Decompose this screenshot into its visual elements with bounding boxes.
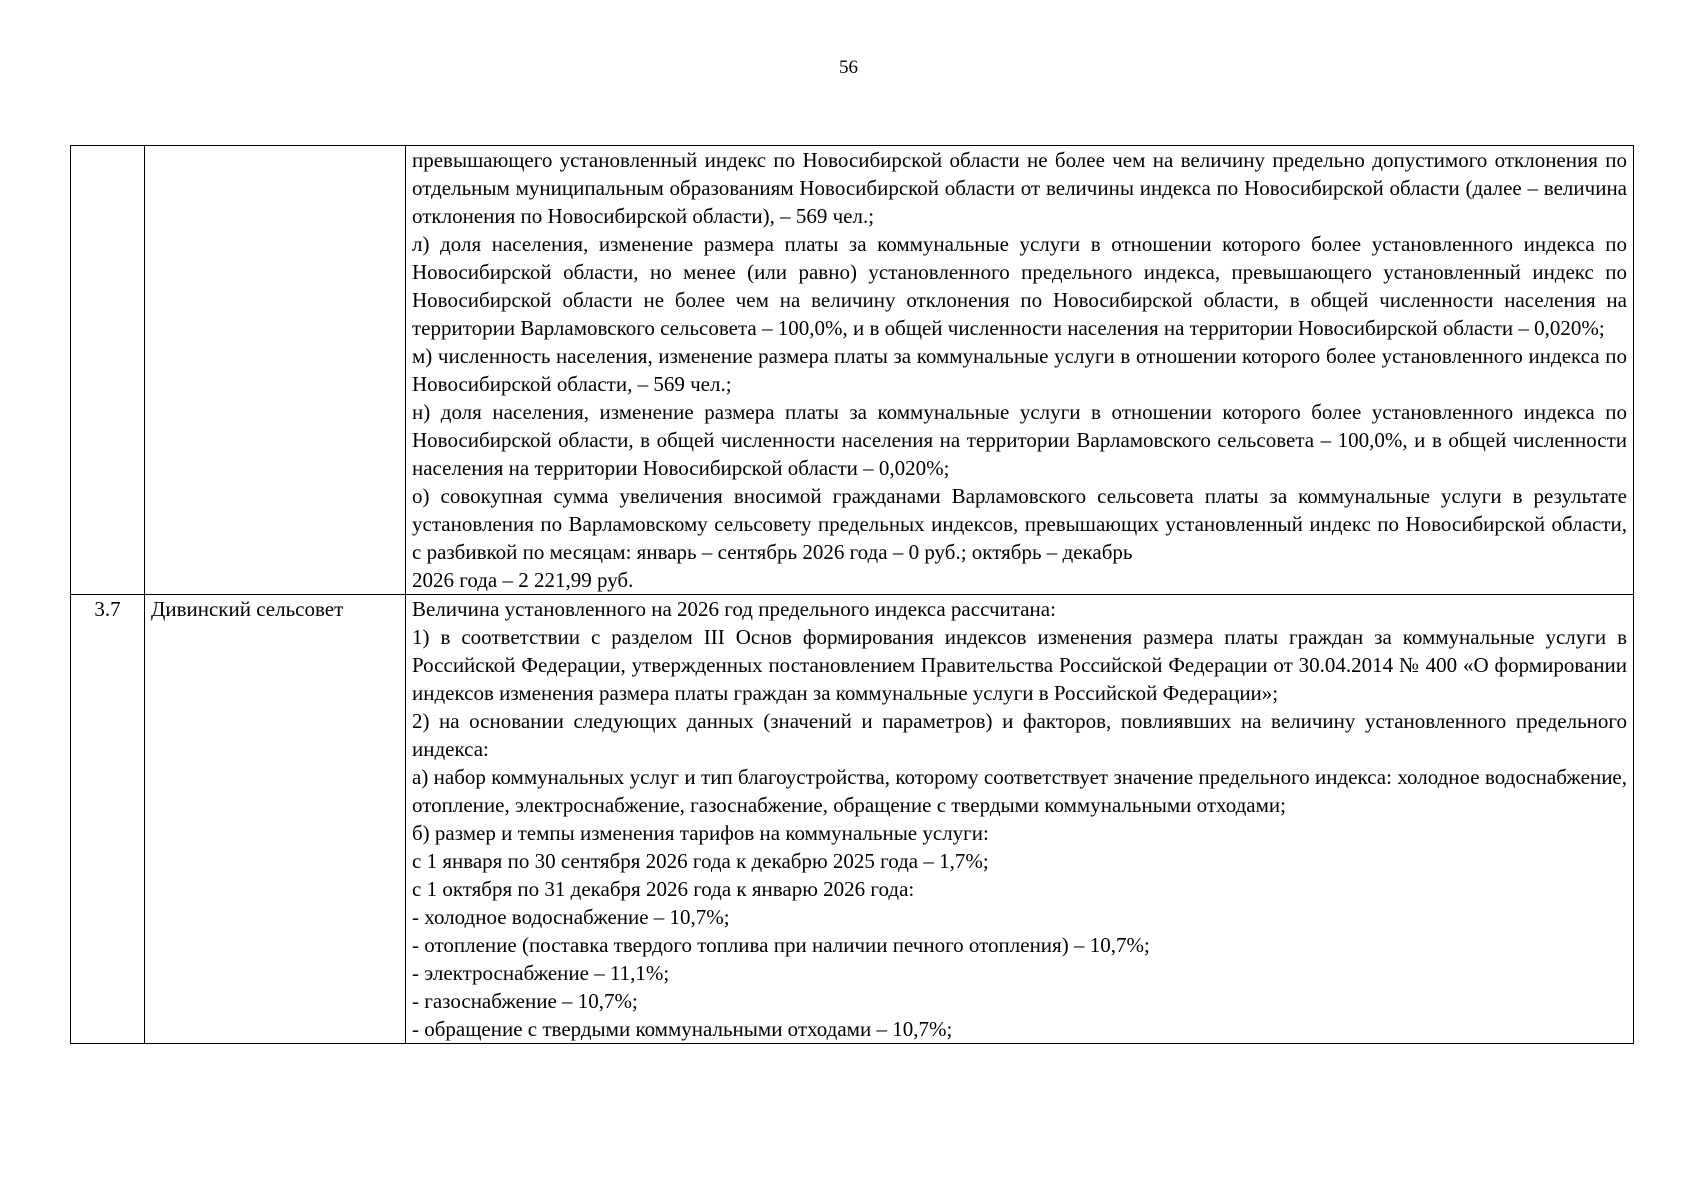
- content-paragraph: а) набор коммунальных услуг и тип благоустройства, которому соответствует значение предельного индекса: холодное водоснабжение, отопление, электроснабжение, газоснабжение, обращение с твердыми коммунальными отходами;: [412, 765, 1627, 817]
- table-row: [71, 595, 1634, 1044]
- content-paragraph: н) доля населения, изменение размера платы за коммунальные услуги в отношении которого более установленного индекса по Новосибирской области, в общей численности населения на территории Варламовского сельсовета – 100,0%, и в общей численности населения на территории Новосибирской области – 0,020%;: [412, 400, 1627, 480]
- row-content-cell: [406, 146, 1634, 595]
- content-paragraph: о) совокупная сумма увеличения вносимой гражданами Варламовского сельсовета платы за коммунальные услуги в результате установления по Варламовскому сельсовету предельных индексов, превышающих установленный индекс по Новосибирской области, с разбивкой по месяцам: январь – сентябрь 2026 года – 0 руб.; октябрь – декабрь: [412, 484, 1627, 564]
- content-paragraph: б) размер и темпы изменения тарифов на коммунальные услуги:: [412, 821, 989, 845]
- content-paragraph: - газоснабжение – 10,7%;: [412, 989, 638, 1013]
- content-paragraph: 1) в соответствии с разделом III Основ формирования индексов изменения размера платы граждан за коммунальные услуги в Российской Федерации, утвержденных постановлением Правительства Российской Федерации от 30.04.2014 № 400 «О формировании индексов изменения размера платы граждан за коммунальные услуги в Российской Федерации»;: [412, 625, 1627, 705]
- content-paragraph: превышающего установленный индекс по Новосибирской области не более чем на величину предельно допустимого отклонения по отдельным муниципальным образованиям Новосибирской области от величины индекса по Новосибирской области (далее – величина отклонения по Новосибирской области), – 569 чел.;: [412, 148, 1627, 228]
- content-paragraph: - отопление (поставка твердого топлива при наличии печного отопления) – 10,7%;: [412, 933, 1150, 957]
- row-number-cell: 3.7: [71, 595, 145, 1044]
- content-paragraph: - холодное водоснабжение – 10,7%;: [412, 905, 730, 929]
- page-number: 56: [839, 57, 858, 78]
- content-paragraph: 2026 года – 2 221,99 руб.: [412, 568, 634, 592]
- content-paragraph: л) доля населения, изменение размера платы за коммунальные услуги в отношении которого более установленного индекса по Новосибирской области, но менее (или равно) установленного предельного индекса, превышающего установленный индекс по Новосибирской области не более чем на величину отклонения по Новосибирской области, в общей численности населения на территории Варламовского сельсовета – 100,0%, и в общей численности населения на территории Новосибирской области – 0,020%;: [412, 232, 1627, 340]
- table-row: [71, 146, 1634, 595]
- municipality-name-cell: Дивинский сельсовет: [145, 595, 406, 1044]
- row-number-cell: [71, 146, 145, 595]
- content-paragraph: - электроснабжение – 11,1%;: [412, 961, 670, 985]
- content-paragraph: 2) на основании следующих данных (значений и параметров) и факторов, повлиявших на величину установленного предельного индекса:: [412, 709, 1627, 761]
- municipality-name-cell: [145, 146, 406, 595]
- content-paragraph: с 1 января по 30 сентября 2026 года к декабрю 2025 года – 1,7%;: [412, 849, 989, 873]
- content-paragraph: Величина установленного на 2026 год предельного индекса рассчитана:: [412, 597, 1056, 621]
- content-paragraph: - обращение с твердыми коммунальными отходами – 10,7%;: [412, 1017, 953, 1041]
- data-table: [70, 145, 1634, 1044]
- row-content-cell: [406, 595, 1634, 1044]
- content-paragraph: с 1 октября по 31 декабря 2026 года к январю 2026 года:: [412, 877, 915, 901]
- content-paragraph: м) численность населения, изменение размера платы за коммунальные услуги в отношении которого более установленного индекса по Новосибирской области, – 569 чел.;: [412, 344, 1627, 396]
